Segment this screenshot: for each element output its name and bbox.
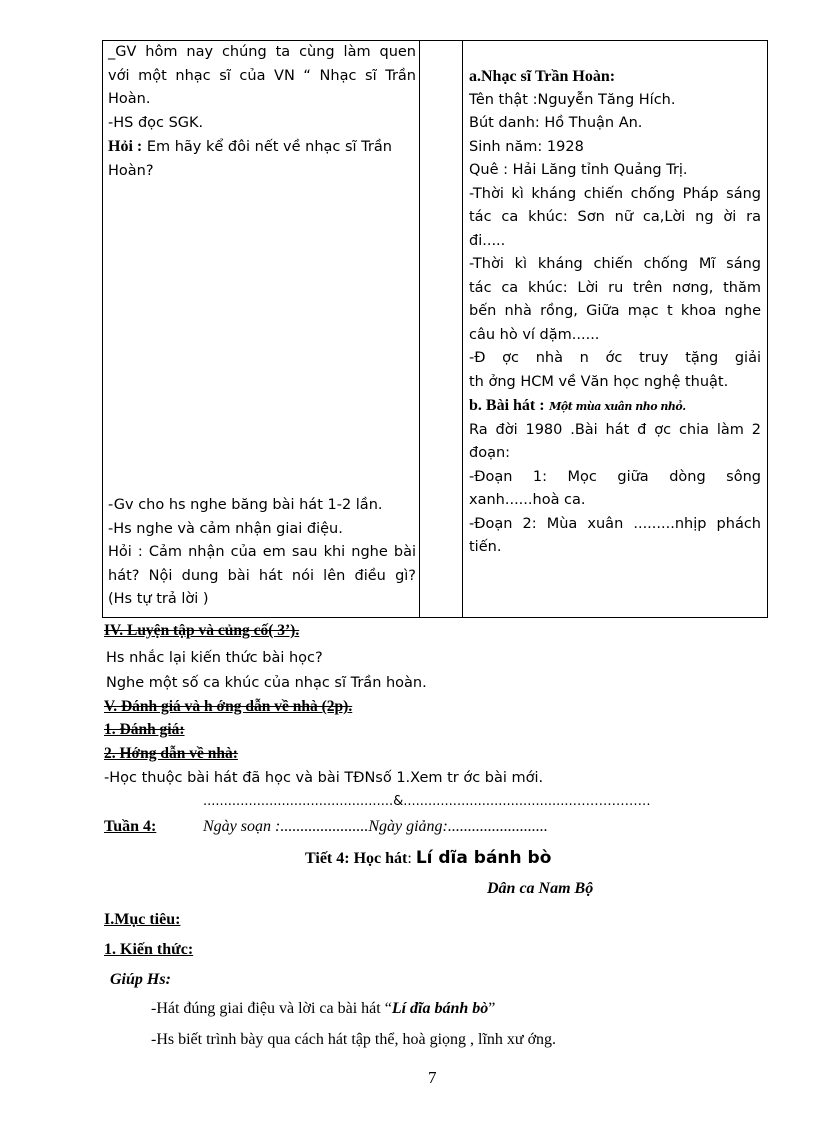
section5-sub1: 1. Đánh giá:	[104, 721, 185, 738]
lesson-song: Lí dĩa bánh bò	[415, 848, 552, 868]
teacher-activities-bottom	[108, 494, 416, 612]
war2-line-1: -Thời kì kháng chiến chống Mĩ sáng	[469, 256, 761, 272]
table-border-mid-right	[462, 41, 463, 617]
section4-line-2: Nghe một số ca khúc của nhạc sĩ Trần hoàn.	[106, 675, 427, 691]
content-column	[469, 65, 761, 560]
intro-line-3: Hoàn.	[108, 91, 151, 107]
teacher-activities-top	[108, 41, 416, 183]
award-line-2: th ởng HCM về Văn học nghệ thuật.	[469, 373, 729, 390]
section4-line-1: Hs nhắc lại kiến thức bài học?	[106, 650, 323, 666]
table-border-mid-left	[419, 41, 420, 617]
lesson-sep: :	[407, 850, 416, 867]
pen-name: Bút danh: Hồ Thuận An.	[469, 115, 643, 131]
war2-line-4: câu hò ví dặm......	[469, 326, 600, 343]
table-border-left	[102, 41, 103, 617]
ask-line-1: Hỏi : Cảm nhận của em sau khi nghe bài	[108, 544, 416, 560]
war1-line-2: tác ca khúc: Sơn nữ ca,Lời ng ời ra	[469, 209, 761, 225]
part2-line-2: tiến.	[469, 539, 502, 555]
song-title: Một mùa xuân nho nhỏ.	[549, 400, 686, 413]
section5-sub2: 2. Hớng dẫn về nhà:	[104, 745, 238, 762]
knowledge-title: 1. Kiến thức:	[104, 941, 194, 958]
objectives-title: I.Mục tiêu:	[104, 911, 181, 928]
intro-line-1: _GV hôm nay chúng ta cùng làm quen	[108, 44, 416, 60]
homework-line: -Học thuộc bài hát đã học và bài TĐNsố 1.Xem tr ớc bài mới.	[104, 770, 544, 786]
help-label: Giúp Hs:	[110, 971, 171, 988]
part1-line-1: -Đoạn 1: Mọc giữa dòng sông	[469, 468, 761, 485]
born-line-1: Ra đời 1980 .Bài hát đ ợc chia làm 2	[469, 421, 761, 438]
section-divider: ..............................................&.........................................………………	[203, 794, 651, 809]
objective-item-1-suffix: ”	[488, 1000, 496, 1017]
ask-line-2: hát? Nội dung bài hát nói lên điều gì?	[108, 567, 416, 584]
hs-read-line: -HS đọc SGK.	[108, 114, 204, 131]
war1-line-1: -Thời kì kháng chiến chống Pháp sáng	[469, 185, 761, 202]
hometown: Quê : Hải Lăng tỉnh Quảng Trị.	[469, 162, 688, 178]
war2-line-3: bến nhà rồng, Giữa mạc t khoa nghe	[469, 303, 761, 319]
week-prep-dates: Ngày soạn :......................Ngày giảng:.........................	[203, 818, 548, 835]
question-line	[108, 135, 416, 160]
part1-line-2: xanh......hoà ca.	[469, 492, 586, 508]
question-label: Hỏi :	[108, 138, 143, 155]
birth-year: Sinh năm: 1928	[469, 138, 584, 155]
week-label: Tuần 4:	[104, 818, 157, 835]
ask-line-3: (Hs tự trả lời )	[108, 591, 209, 607]
lesson-table	[102, 40, 768, 618]
war2-line-2: tác ca khúc: Lời ru trên nơng, thăm	[469, 279, 761, 296]
lesson-origin: Dân ca Nam Bộ	[487, 880, 594, 897]
born-line-2: đoạn:	[469, 445, 511, 461]
lesson-prefix: Tiết 4: Học hát	[305, 850, 408, 867]
heading-b-line	[469, 394, 761, 419]
lesson-title	[305, 848, 551, 868]
objective-item-1	[151, 1000, 495, 1018]
award-line-1: -Đ ợc nhà n ớc truy tặng giải	[469, 350, 761, 366]
question-line-2: Hoàn?	[108, 162, 154, 179]
question-text: Em hãy kể đôi nết về nhạc sĩ Trần	[142, 139, 392, 155]
section4-title: IV. Luyện tập và củng cố( 3’).	[104, 622, 300, 639]
part2-line-1: -Đoạn 2: Mùa xuân .........nhịp phách	[469, 515, 761, 532]
heading-b: b. Bài hát :	[469, 397, 545, 414]
table-border-right	[767, 41, 768, 617]
real-name: Tên thật :Nguyễn Tăng Hích.	[469, 91, 676, 108]
objective-item-1-song: Lí dĩa bánh bò	[391, 1000, 489, 1017]
section5-title: V. Đánh giá và h ớng dẫn về nhà (2p).	[104, 698, 353, 715]
objective-item-1-prefix: -Hát đúng giai điệu và lời ca bài hát “	[151, 1000, 392, 1017]
war1-line-3: đi.....	[469, 232, 506, 249]
intro-line-2: với một nhạc sĩ của VN “ Nhạc sĩ Trần	[108, 67, 416, 84]
heading-a: a.Nhạc sĩ Trần Hoàn:	[469, 68, 616, 85]
feel-line: -Hs nghe và cảm nhận giai điệu.	[108, 520, 343, 537]
page-number: 7	[428, 1068, 437, 1087]
listen-line: -Gv cho hs nghe băng bài hát 1-2 lần.	[108, 497, 383, 513]
objective-item-2: -Hs biết trình bày qua cách hát tập thể, hoà giọng , lĩnh xư ớng.	[151, 1031, 557, 1048]
